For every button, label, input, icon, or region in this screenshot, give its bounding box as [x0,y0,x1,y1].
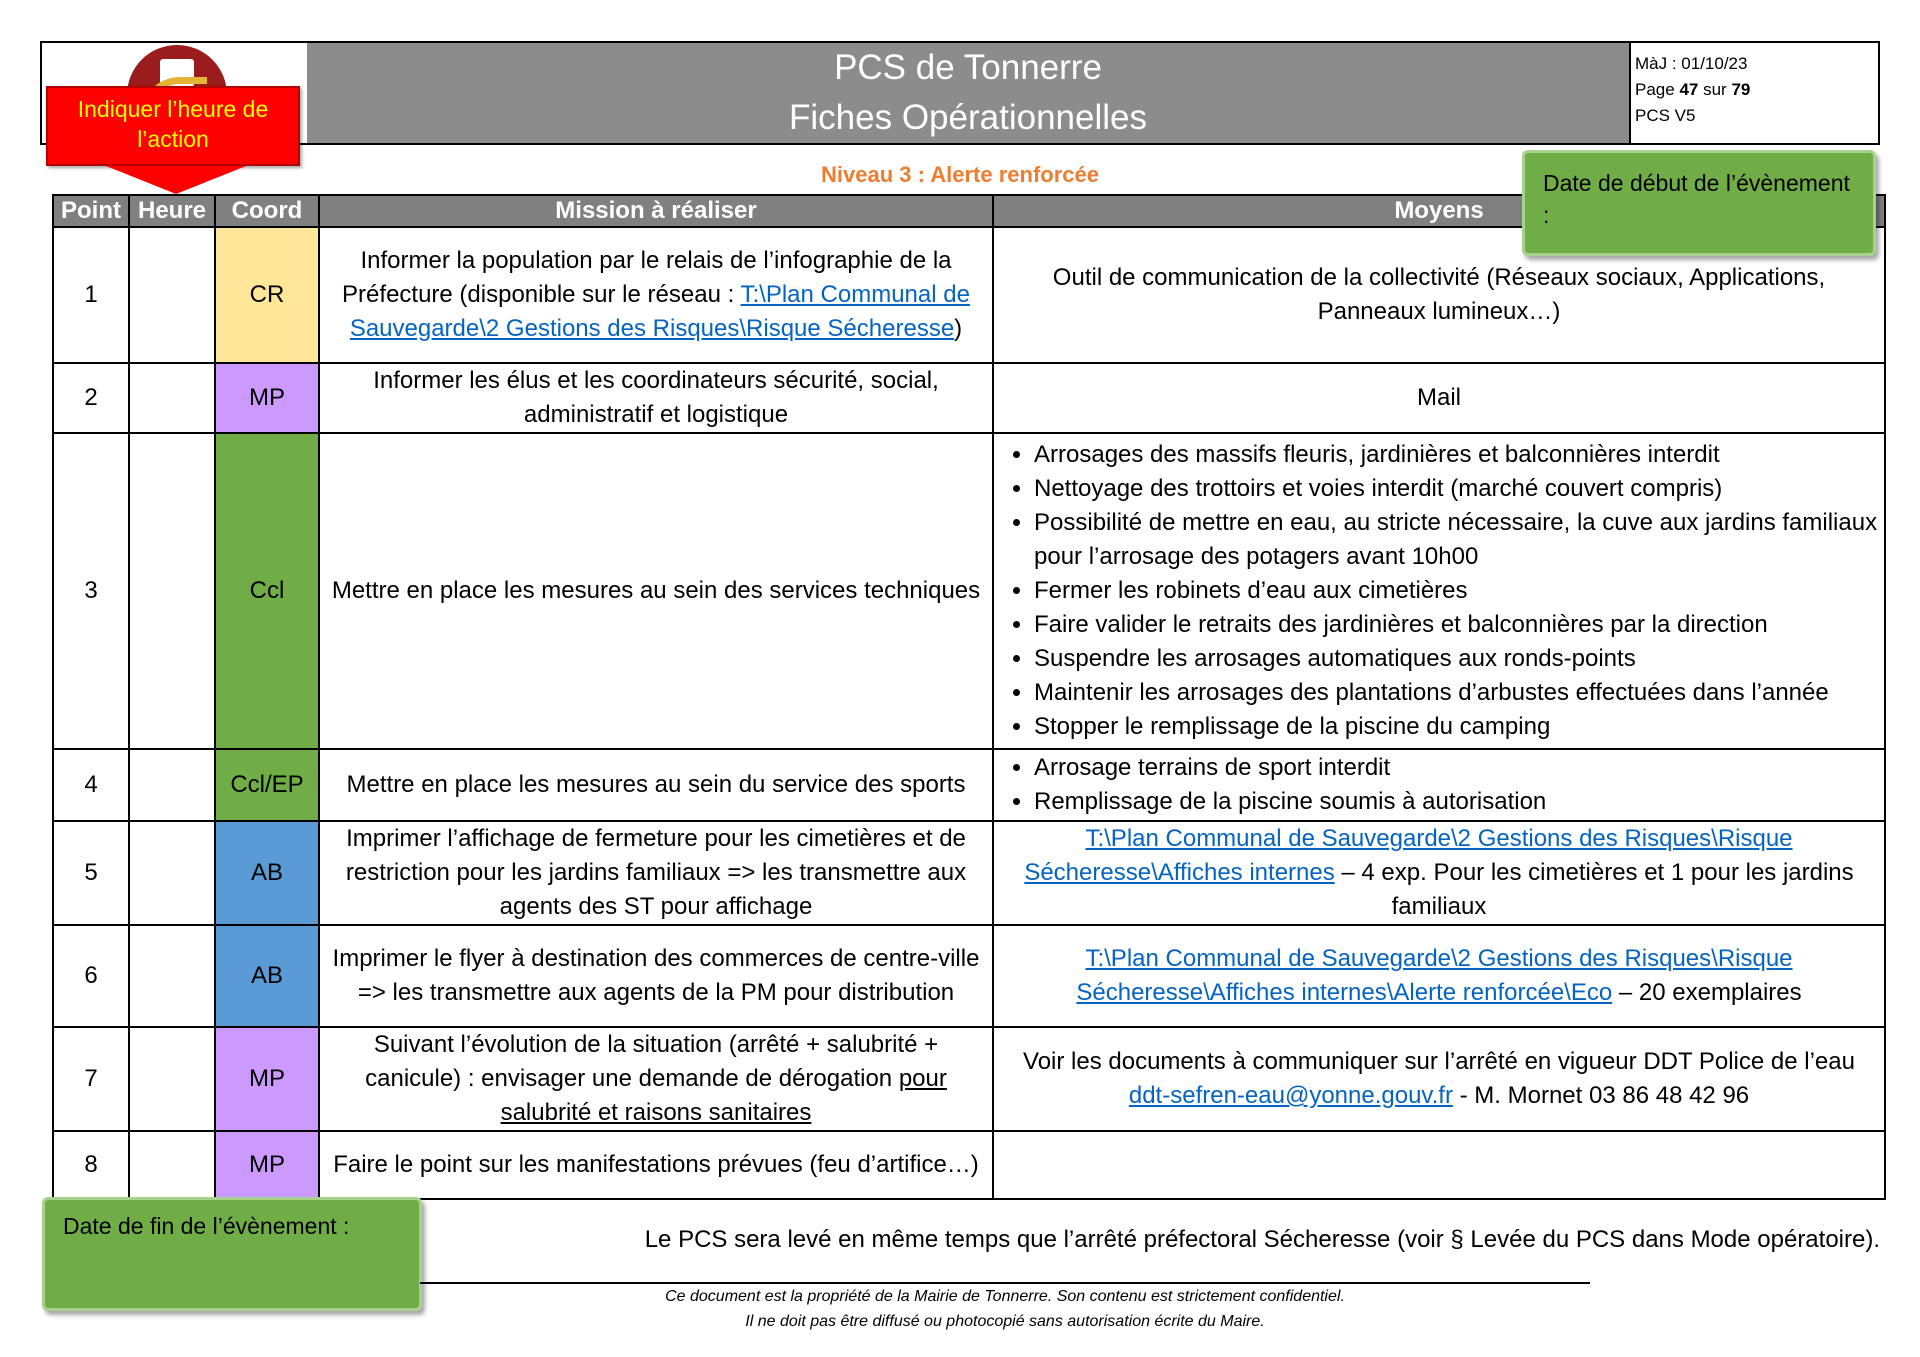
coord-cell: AB [215,925,319,1027]
moyens-cell: Outil de communication de la collectivité (Réseaux sociaux, Applications, Panneaux lumineux…) [993,227,1885,363]
heure-cell[interactable] [129,1027,215,1131]
end-date-callout[interactable]: Date de fin de l’évènement : [42,1197,422,1311]
coord-cell: MP [215,1131,319,1199]
moyens-cell [993,749,1885,821]
list-item: • Suspendre les arrosages automatiques aux ronds-points [1034,642,1878,676]
page-number: 47 [1679,80,1699,99]
list-item: • Possibilité de mettre en eau, au stricte nécessaire, la cuve aux jardins familiaux pour l’arrosage des potagers avant 10h00 [1034,506,1878,574]
mission-cell: Faire le point sur les manifestations prévues (feu d’artifice…) [319,1131,993,1199]
start-date-callout[interactable]: Date de début de l’évènement : [1522,150,1876,256]
heure-cell[interactable] [129,363,215,433]
moyens-list [1000,751,1878,819]
lifting-note: Le PCS sera levé en même temps que l’arrêté préfectoral Sécheresse (voir § Levée du PCS dans Mode opératoire). [644,1226,1880,1253]
mission-cell: Informer la population par le relais de l’infographie de la Préfecture (disponible sur le réseau : T:\Plan Communal de Sauvegarde\2 Gestions des Risques\Risque Sécheresse) [319,227,993,363]
col-moyens: Moyens [993,195,1885,227]
mission-cell: Informer les élus et les coordinateurs sécurité, social, administratif et logistique [319,363,993,433]
callout-arrow-icon [106,166,246,194]
moyens-cell: Voir les documents à communiquer sur l’arrêté en vigueur DDT Police de l’eau ddt-sefren-eau@yonne.gouv.fr - M. Mornet 03 86 48 42 96 [993,1027,1885,1131]
coord-cell: Ccl [215,433,319,749]
coord-cell: MP [215,363,319,433]
moyens-cell [993,1131,1885,1199]
mission-cell: Imprimer l’affichage de fermeture pour les cimetières et de restriction pour les jardins familiaux => les transmettre aux agents des ST pour affichage [319,821,993,925]
table-row [53,433,1885,749]
title-line-2: Fiches Opérationnelles [789,98,1147,137]
moyens-cell: Mail [993,363,1885,433]
col-mission: Mission à réaliser [319,195,993,227]
list-item: • Nettoyage des trottoirs et voies interdit (marché couvert compris) [1034,472,1878,506]
heure-cell[interactable] [129,925,215,1027]
heure-cell[interactable] [129,227,215,363]
table-row [53,1027,1885,1131]
document-meta [1629,43,1878,143]
table-row [53,821,1885,925]
table-row [53,749,1885,821]
col-point: Point [53,195,129,227]
mission-cell: Mettre en place les mesures au sein du service des sports [319,749,993,821]
document-header [40,41,1880,145]
col-coord: Coord [215,195,319,227]
footer-line-2: Il ne doit pas être diffusé ou photocopié sans autorisation écrite du Maire. [745,1313,1265,1330]
list-item: • Fermer les robinets d’eau aux cimetières [1034,574,1878,608]
page-total: 79 [1731,80,1751,99]
document-title [307,43,1631,143]
update-date: MàJ : 01/10/23 [1635,54,1748,73]
coord-cell: AB [215,821,319,925]
point-cell: 8 [53,1131,129,1199]
coord-cell: Ccl/EP [215,749,319,821]
page-info: Page 47 sur 79 [1635,80,1751,99]
point-cell: 1 [53,227,129,363]
coord-cell: CR [215,227,319,363]
version: PCS V5 [1635,106,1696,125]
table-row [53,1131,1885,1199]
moyens-cell: T:\Plan Communal de Sauvegarde\2 Gestions des Risques\Risque Sécheresse\Affiches internes – 4 exp. Pour les cimetières et 1 pour les jardins familiaux [993,821,1885,925]
operations-table [52,194,1886,1200]
point-cell: 3 [53,433,129,749]
alert-level-title: Niveau 3 : Alerte renforcée [821,162,1099,187]
mission-cell: Suivant l’évolution de la situation (arrêté + salubrité + canicule) : envisager une demande de dérogation pour salubrité et raisons sanitaires [319,1027,993,1131]
point-cell: 7 [53,1027,129,1131]
moyens-cell: T:\Plan Communal de Sauvegarde\2 Gestions des Risques\Risque Sécheresse\Affiches internes\Alerte renforcée\Eco – 20 exemplaires [993,925,1885,1027]
table-row [53,363,1885,433]
heure-cell[interactable] [129,433,215,749]
heure-cell[interactable] [129,749,215,821]
point-cell: 2 [53,363,129,433]
mission-cell: Imprimer le flyer à destination des commerces de centre-ville => les transmettre aux agents de la PM pour distribution [319,925,993,1027]
list-item: • Stopper le remplissage de la piscine du camping [1034,710,1878,744]
network-path-link[interactable]: T:\Plan Communal de Sauvegarde\2 Gestions des Risques\Risque Sécheresse [349,281,970,342]
list-item: • Arrosages des massifs fleuris, jardinières et balconnières interdit [1034,438,1878,472]
list-item: • Faire valider le retraits des jardinières et balconnières par la direction [1034,608,1878,642]
heure-cell[interactable] [129,821,215,925]
col-heure: Heure [129,195,215,227]
list-item: • Maintenir les arrosages des plantations d’arbustes effectuées dans l’année [1034,676,1878,710]
footer-line-1: Ce document est la propriété de la Mairie de Tonnerre. Son contenu est strictement confidentiel. [665,1288,1345,1305]
title-line-1: PCS de Tonnerre [834,48,1102,87]
point-cell: 5 [53,821,129,925]
network-path-link[interactable]: T:\Plan Communal de Sauvegarde\2 Gestions des Risques\Risque Sécheresse\Affiches internes [1024,825,1793,886]
table-row [53,925,1885,1027]
email-link[interactable]: ddt-sefren-eau@yonne.gouv.fr [1128,1082,1453,1109]
heure-cell[interactable] [129,1131,215,1199]
list-item: • Remplissage de la piscine soumis à autorisation [1034,785,1878,819]
moyens-cell [993,433,1885,749]
footer-divider [420,1282,1590,1284]
hour-callout: Indiquer l’heure de l’action [46,86,300,166]
point-cell: 4 [53,749,129,821]
network-path-link[interactable]: T:\Plan Communal de Sauvegarde\2 Gestions des Risques\Risque Sécheresse\Affiches internes\Alerte renforcée\Eco [1076,945,1793,1006]
point-cell: 6 [53,925,129,1027]
coord-cell: MP [215,1027,319,1131]
list-item: • Arrosage terrains de sport interdit [1034,751,1878,785]
mission-cell: Mettre en place les mesures au sein des services techniques [319,433,993,749]
moyens-list [1000,438,1878,744]
